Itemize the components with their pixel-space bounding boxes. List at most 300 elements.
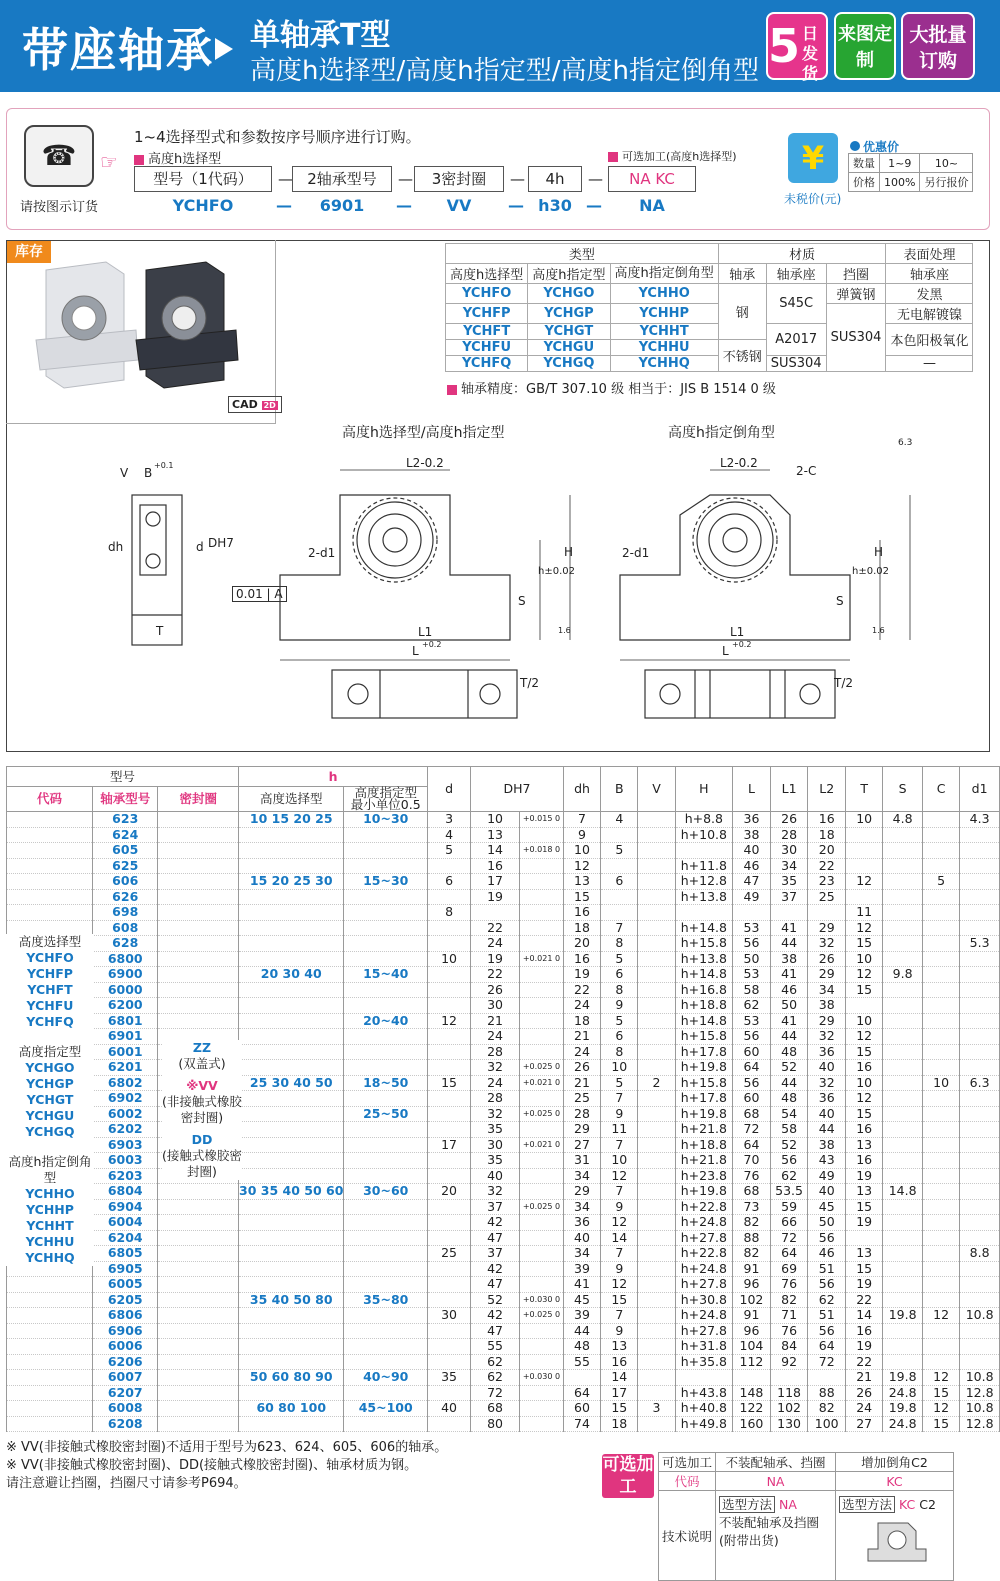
spec-cell-hp: [344, 1230, 428, 1246]
spec-cell-b: 6001: [92, 1044, 158, 1060]
spec-cell-dh: 48: [563, 1339, 600, 1355]
spec-cell-L2: 51: [808, 1308, 846, 1324]
spec-cell-B: 7: [601, 1184, 638, 1200]
spec-cell-V: [638, 936, 675, 952]
spec-cell-C: [922, 858, 959, 874]
spec-cell-tol: [520, 1184, 564, 1200]
spec-cell-L2: 45: [808, 1199, 846, 1215]
spec-cell-B: [601, 889, 638, 905]
spec-cell-tol: [520, 1122, 564, 1138]
spec-cell-hp: [344, 1122, 428, 1138]
spec-cell-d: [428, 1106, 471, 1122]
spec-cell-L1: 44: [770, 936, 808, 952]
spec-cell-S: [883, 1013, 923, 1029]
spec-cell-H: h+19.8: [675, 1060, 733, 1076]
spec-cell-tol: [520, 1091, 564, 1107]
spec-cell-C: [922, 1230, 959, 1246]
spec-cell-L1: 46: [770, 982, 808, 998]
spec-cell-S: 19.8: [883, 1401, 923, 1417]
spec-cell-S: [883, 982, 923, 998]
spec-cell-S: [883, 827, 923, 843]
spec-cell-S: [883, 1261, 923, 1277]
spec-cell-d1: [960, 1137, 1000, 1153]
spec-cell-b: 623: [92, 812, 158, 828]
spec-cell-d1: [960, 1230, 1000, 1246]
spec-cell-D: 30: [471, 998, 520, 1014]
spec-cell-d1: [960, 1199, 1000, 1215]
spec-cell-T: 16: [845, 1122, 882, 1138]
spec-cell-hs: [239, 936, 344, 952]
spec-cell-L2: 46: [808, 1246, 846, 1262]
spec-cell-C: 5: [922, 874, 959, 890]
spec-cell-L2: 32: [808, 1075, 846, 1091]
spec-cell-hs: [239, 843, 344, 859]
spec-cell-L1: 26: [770, 812, 808, 828]
spec-cell-hs: [239, 1153, 344, 1169]
page-title: 带座轴承: [22, 23, 214, 77]
spec-cell-L: [733, 1370, 771, 1386]
spec-cell-H: h+12.8: [675, 874, 733, 890]
table-row: [7, 1339, 1000, 1355]
order-code-bearing: 6901: [319, 196, 365, 215]
spec-cell-S: [883, 1106, 923, 1122]
spec-cell-d: [428, 998, 471, 1014]
spec-cell-S: [883, 1137, 923, 1153]
spec-cell-V: [638, 1292, 675, 1308]
spec-cell-B: 9: [601, 998, 638, 1014]
spec-cell-D: [471, 905, 520, 921]
spec-cell-b: 6801: [92, 1013, 158, 1029]
spec-cell-D: 47: [471, 1230, 520, 1246]
spec-cell-H: h+10.8: [675, 827, 733, 843]
table-row: [7, 1277, 1000, 1293]
stock-badge: 库存: [7, 241, 51, 263]
spec-cell-L: 60: [733, 1044, 771, 1060]
spec-cell-V: [638, 827, 675, 843]
spec-cell-B: 12: [601, 1168, 638, 1184]
spec-cell-L2: 40: [808, 1060, 846, 1076]
discount-table: 数量 1~9 10~ 价格 100% 另行报价: [848, 153, 973, 192]
spec-cell-hp: [344, 1137, 428, 1153]
spec-cell-b: 6005: [92, 1277, 158, 1293]
spec-cell-T: 10: [845, 812, 882, 828]
spec-cell-S: [883, 1168, 923, 1184]
spec-cell-S: [883, 1044, 923, 1060]
spec-cell-hs: 60 80 100: [239, 1401, 344, 1417]
spec-cell-L1: 54: [770, 1106, 808, 1122]
spec-cell-V: [638, 874, 675, 890]
spec-cell-L: 102: [733, 1292, 771, 1308]
surface-roughness-mark: 6.3: [898, 438, 913, 448]
table-row: [7, 874, 1000, 890]
spec-cell-L: 49: [733, 889, 771, 905]
spec-cell-T: 13: [845, 1184, 882, 1200]
spec-cell-V: [638, 812, 675, 828]
spec-cell-tol: [520, 1401, 564, 1417]
spec-cell-hs: [239, 1044, 344, 1060]
spec-cell-d: 10: [428, 951, 471, 967]
spec-cell-d1: [960, 1339, 1000, 1355]
spec-cell-dh: 29: [563, 1122, 600, 1138]
spec-cell-hp: [344, 1416, 428, 1432]
spec-cell-b: 6002: [92, 1106, 158, 1122]
spec-cell-H: h+31.8: [675, 1339, 733, 1355]
spec-cell-dh: 25: [563, 1091, 600, 1107]
spec-cell-L1: [770, 1370, 808, 1386]
spec-cell-L: 68: [733, 1106, 771, 1122]
order-box-seal: 3密封圈: [414, 166, 504, 192]
spec-cell-L: 91: [733, 1308, 771, 1324]
spec-cell-hp: 45~100: [344, 1401, 428, 1417]
spec-cell-dh: 31: [563, 1153, 600, 1169]
spec-cell-tol: [520, 1261, 564, 1277]
spec-cell-hs: [239, 827, 344, 843]
spec-cell-T: 15: [845, 1261, 882, 1277]
spec-cell-B: 18: [601, 1416, 638, 1432]
table-row: [7, 905, 1000, 921]
spec-cell-d1: [960, 1184, 1000, 1200]
spec-cell-dh: 12: [563, 858, 600, 874]
spec-cell-C: 12: [922, 1308, 959, 1324]
spec-cell-T: 16: [845, 1060, 882, 1076]
spec-cell-S: [883, 936, 923, 952]
spec-cell-L2: 40: [808, 1106, 846, 1122]
spec-cell-T: 16: [845, 1323, 882, 1339]
spec-cell-D: 35: [471, 1122, 520, 1138]
spec-cell-d1: [960, 1354, 1000, 1370]
spec-cell-L1: 48: [770, 1044, 808, 1060]
spec-cell-L: 76: [733, 1168, 771, 1184]
spec-cell-H: h+21.8: [675, 1153, 733, 1169]
spec-cell-L1: 30: [770, 843, 808, 859]
spec-cell-V: [638, 1261, 675, 1277]
spec-cell-d: [428, 1044, 471, 1060]
spec-cell-C: [922, 998, 959, 1014]
spec-cell-L1: 69: [770, 1261, 808, 1277]
spec-cell-d: 12: [428, 1013, 471, 1029]
spec-cell-dh: 40: [563, 1230, 600, 1246]
spec-cell-d: 40: [428, 1401, 471, 1417]
table-row: [7, 1401, 1000, 1417]
spec-table: 型号 h d DH7 dh B V H L L1 L2 T S C d1 代码 轴承型号 密封圈 高度选择型 高度指定型 最小单位0.5 623 10 15 20 25 10~30 3 10 +0.015 0 7 4 h+8.8 36 26 16 10 4.8 4.3 624 4 13 9 h+10.8 38 28 18 605 5 14 +0.018 0 10 5 40 30 20 625 16 12 h+11.8 46 34 22 606 15 20 25 30 15~30 6 17 13 6 h+12.8 47 35 23 12 5 626 19 15 h+13.8 49 37 25 698 8 16 11 608 22 18 7 h+14.8 53 41 29 12 628 24 20 8 h+15.8 56 44 32 15 5.3 6800 10 19 +0.021 0 16 5 h+13.8 50 38 26 10 6900 20 30 40 15~40 22 19 6 h+14.8 53 41 29 12 9.8 6000 26 22 8 h+16.8 58 46 34 15 6200 30 24 9 h+18.8 62 50 38 6801 20~40 12 21 18 5 h+14.8 53 41 29 10 6901 24 21 6 h+15.8 56 44 32 12 6001 28 24 8 h+17.8 60 48 36 15 6201 32 +0.025 0 26 10 h+19.8 64 52 40 16 6802 25 30 40 50 18~50 15 24 +0.021 0 21 5 2 h+15.8 56 44 32 10 10 6.3 6902 28 25 7 h+17.8 60 48 36 12 6002 25~50 32 +0.025 0 28 9 h+19.8 68 54 40 15 6202 35 29 11 h+21.8 72 58 44 16 6903 17 30 +0.021 0 27 7 h+18.8 64 52 38 13 6003 35 31 10 h+21.8 70 56 43 16 6203 40 34 12 h+23.8 76 62 49 19 6804 30 35 40 50 60 30~60 20 32 29 7 h+19.8 68 53.5 40 13 14.8 6904 37 +0.025 0 34 9 h+22.8 73 59 45 15 6004 42 36 12 h+24.8 82 66 50 19 6204 47 40 14 h+27.8 88 72 56 6805 25 37 34 7 h+22.8 82 64 46 13 8.8 6905 42 39 9 h+24.8 91 69 51 15 6005 47 41 12 h+27.8 96 76 56 19 6205 35 40 50 80 35~80 52 +0.030 0 45 15 h+30.8 102 82 62 22 6806 30 42 +0.025 0 39 7 h+24.8 91 71 51 14 19.8 12 10.8 6906 47 44 9 h+27.8 96 76 56 16 6006 55 48 13 h+31.8 104 84 64 19 6206 62 55 16 h+35.8 112 92 72 22 6007 50 60 80 90 40~90 35 62 +0.030 0 14 21 19.8 12 10.8 6207 72 64 17 h+43.8 148 118 88 26 24.8 15 12.8 6008 60 80 100 45~100 40 68 60 15 3 h+40.8 122 102 82 24 19.8 12 10.8 6208 80 74 18 h+49.8 160 130 100 27 24.8 15 12.8: [6, 766, 1000, 1432]
types-table: 类型 材质 表面处理 高度h选择型 高度h指定型 高度h指定倒角型 轴承 轴承座 挡圈 轴承座 YCHFO YCHGO YCHHO 钢 S45C 弹簧钢 发黑 YCHFP YCHGP YCHHP SUS304 无电解镀镍 YCHFT YCHGT YCHHT A2017 本色阳极氧化 YCHFU YCHGU YCHHU 不锈钢 YCHFQ YCHGQ YCHHQ SUS304 —: [445, 243, 973, 372]
spec-cell-B: 4: [601, 812, 638, 828]
spec-cell-hs: [239, 1122, 344, 1138]
table-row: [7, 1323, 1000, 1339]
spec-cell-D: 40: [471, 1168, 520, 1184]
spec-cell-d1: [960, 1292, 1000, 1308]
spec-cell-dh: 44: [563, 1323, 600, 1339]
spec-cell-C: [922, 889, 959, 905]
spec-cell-tol: [520, 936, 564, 952]
spec-cell-H: h+27.8: [675, 1230, 733, 1246]
spec-cell-b: 6200: [92, 998, 158, 1014]
table-row: [7, 998, 1000, 1014]
spec-cell-tol: [520, 1416, 564, 1432]
spec-cell-H: h+17.8: [675, 1044, 733, 1060]
spec-cell-L1: 44: [770, 1075, 808, 1091]
spec-cell-V: [638, 1060, 675, 1076]
spec-cell-d: 20: [428, 1184, 471, 1200]
spec-cell-H: h+18.8: [675, 1137, 733, 1153]
spec-cell-L2: 100: [808, 1416, 846, 1432]
spec-cell-T: 12: [845, 874, 882, 890]
table-row: [7, 1370, 1000, 1386]
spec-cell-T: 22: [845, 1354, 882, 1370]
spec-cell-S: 19.8: [883, 1308, 923, 1324]
spec-cell-hp: [344, 1277, 428, 1293]
spec-cell-d: [428, 982, 471, 998]
spec-cell-b: 6207: [92, 1385, 158, 1401]
spec-cell-tol: +0.025 0: [520, 1106, 564, 1122]
table-row: [7, 1029, 1000, 1045]
spec-cell-B: 9: [601, 1199, 638, 1215]
spec-cell-L1: 52: [770, 1137, 808, 1153]
spec-cell-H: h+40.8: [675, 1401, 733, 1417]
table-row: [7, 920, 1000, 936]
spec-cell-dh: 29: [563, 1184, 600, 1200]
spec-cell-V: [638, 998, 675, 1014]
spec-cell-hs: [239, 1323, 344, 1339]
spec-cell-H: h+24.8: [675, 1261, 733, 1277]
spec-cell-S: [883, 858, 923, 874]
spec-cell-dh: [563, 1370, 600, 1386]
spec-cell-B: 8: [601, 1044, 638, 1060]
optional-table: 可选加工 不装配轴承、挡圈 增加倒角C2 代码 NA KC 技术说明 选型方法 NA 不装配轴承及挡圈(附带出货) 选型方法 KC C2: [658, 1452, 954, 1581]
spec-cell-V: 3: [638, 1401, 675, 1417]
seal-list: ZZ (双盖式) ※VV (非接触式橡胶密封圈) DD (接触式橡胶密封圈): [162, 1040, 242, 1179]
spec-cell-hs: [239, 889, 344, 905]
spec-cell-dh: 13: [563, 874, 600, 890]
spec-cell-C: [922, 982, 959, 998]
spec-cell-hs: [239, 998, 344, 1014]
badge-custom: 来图定制: [834, 12, 896, 80]
spec-cell-d: [428, 889, 471, 905]
spec-cell-D: 32: [471, 1106, 520, 1122]
table-row: [7, 812, 1000, 828]
spec-cell-L: 38: [733, 827, 771, 843]
spec-cell-D: 32: [471, 1184, 520, 1200]
spec-cell-T: 15: [845, 1199, 882, 1215]
spec-cell-hs: [239, 1416, 344, 1432]
spec-cell-H: h+22.8: [675, 1199, 733, 1215]
spec-cell-hs: [239, 1215, 344, 1231]
spec-cell-dh: 9: [563, 827, 600, 843]
spec-cell-tol: [520, 982, 564, 998]
spec-cell-hs: [239, 905, 344, 921]
spec-cell-T: 13: [845, 1137, 882, 1153]
spec-cell-V: [638, 1168, 675, 1184]
spec-cell-V: [638, 982, 675, 998]
spec-cell-d1: 12.8: [960, 1416, 1000, 1432]
spec-cell-D: 42: [471, 1261, 520, 1277]
spec-cell-b: 6208: [92, 1416, 158, 1432]
table-row: [7, 1385, 1000, 1401]
table-row: [7, 1230, 1000, 1246]
table-row: [7, 1199, 1000, 1215]
drawing-title-left: 高度h选择型/高度h指定型: [342, 425, 505, 441]
spec-cell-dh: 7: [563, 812, 600, 828]
spec-cell-C: [922, 1153, 959, 1169]
spec-cell-S: [883, 889, 923, 905]
spec-cell-T: 19: [845, 1339, 882, 1355]
spec-cell-b: 6206: [92, 1354, 158, 1370]
spec-cell-L2: 62: [808, 1292, 846, 1308]
spec-cell-C: [922, 1199, 959, 1215]
spec-cell-T: 19: [845, 1168, 882, 1184]
spec-cell-D: 35: [471, 1153, 520, 1169]
spec-cell-hs: 35 40 50 80: [239, 1292, 344, 1308]
spec-cell-D: 14: [471, 843, 520, 859]
spec-cell-V: [638, 1323, 675, 1339]
page-subtitle: 单轴承T型: [250, 18, 391, 53]
spec-cell-H: h+8.8: [675, 812, 733, 828]
spec-cell-H: [675, 1370, 733, 1386]
spec-cell-V: [638, 1385, 675, 1401]
spec-cell-b: 6901: [92, 1029, 158, 1045]
spec-cell-S: [883, 1230, 923, 1246]
spec-cell-H: h+14.8: [675, 920, 733, 936]
spec-cell-hp: [344, 1246, 428, 1262]
table-row: [7, 1215, 1000, 1231]
table-row: [7, 1091, 1000, 1107]
spec-cell-b: 698: [92, 905, 158, 921]
spec-cell-D: 47: [471, 1323, 520, 1339]
spec-cell-b: 6000: [92, 982, 158, 998]
spec-cell-H: [675, 843, 733, 859]
spec-cell-L: 96: [733, 1277, 771, 1293]
spec-cell-S: [883, 1075, 923, 1091]
spec-cell-V: [638, 1339, 675, 1355]
spec-cell-hs: [239, 1013, 344, 1029]
badge-5-day: 5 日发货: [766, 12, 828, 80]
spec-cell-dh: 19: [563, 967, 600, 983]
spec-cell-dh: 45: [563, 1292, 600, 1308]
spec-cell-V: [638, 1044, 675, 1060]
spec-cell-tol: [520, 1354, 564, 1370]
spec-cell-D: 16: [471, 858, 520, 874]
spec-cell-C: [922, 843, 959, 859]
spec-cell-hp: 30~60: [344, 1184, 428, 1200]
spec-cell-d1: 12.8: [960, 1385, 1000, 1401]
spec-cell-D: 17: [471, 874, 520, 890]
spec-cell-T: 12: [845, 1091, 882, 1107]
spec-cell-hs: [239, 1199, 344, 1215]
spec-cell-B: 17: [601, 1385, 638, 1401]
spec-cell-hs: [239, 1339, 344, 1355]
spec-cell-V: [638, 1184, 675, 1200]
spec-cell-b: 6903: [92, 1137, 158, 1153]
spec-cell-hp: 18~50: [344, 1075, 428, 1091]
spec-cell-dh: 28: [563, 1106, 600, 1122]
spec-cell-C: [922, 905, 959, 921]
spec-cell-D: 52: [471, 1292, 520, 1308]
spec-cell-C: [922, 1277, 959, 1293]
spec-cell-tol: [520, 1277, 564, 1293]
spec-cell-dh: 18: [563, 920, 600, 936]
spec-cell-L1: 102: [770, 1401, 808, 1417]
spec-cell-B: 7: [601, 1137, 638, 1153]
spec-cell-hp: [344, 1199, 428, 1215]
spec-cell-d1: [960, 1153, 1000, 1169]
spec-cell-T: 27: [845, 1416, 882, 1432]
spec-cell-hs: [239, 1137, 344, 1153]
spec-cell-d: 3: [428, 812, 471, 828]
spec-cell-B: 16: [601, 1354, 638, 1370]
spec-cell-S: [883, 1122, 923, 1138]
spec-cell-S: [883, 1339, 923, 1355]
spec-cell-hs: [239, 858, 344, 874]
spec-cell-d1: [960, 1013, 1000, 1029]
spec-cell-L1: 41: [770, 1013, 808, 1029]
spec-cell-d1: [960, 843, 1000, 859]
spec-cell-B: 9: [601, 1261, 638, 1277]
spec-cell-D: 13: [471, 827, 520, 843]
spec-cell-L: 56: [733, 1029, 771, 1045]
note-material: ※ VV(非接触式橡胶密封圈)、DD(接触式橡胶密封圈)、轴承材质为钢。: [6, 1458, 418, 1473]
spec-cell-d1: 10.8: [960, 1401, 1000, 1417]
spec-cell-C: [922, 1106, 959, 1122]
spec-cell-tol: [520, 1230, 564, 1246]
spec-cell-hp: [344, 843, 428, 859]
spec-cell-d: [428, 936, 471, 952]
table-row: [7, 1261, 1000, 1277]
spec-cell-hp: 15~40: [344, 967, 428, 983]
spec-cell-L1: 66: [770, 1215, 808, 1231]
spec-cell-D: 32: [471, 1060, 520, 1076]
price-label: 未税价(元): [784, 192, 842, 206]
spec-cell-hs: [239, 1168, 344, 1184]
spec-cell-L2: 29: [808, 920, 846, 936]
spec-cell-D: 30: [471, 1137, 520, 1153]
spec-cell-V: [638, 1277, 675, 1293]
chamfer-illustration-icon: [860, 1515, 930, 1565]
spec-cell-tol: [520, 827, 564, 843]
spec-cell-tol: [520, 889, 564, 905]
spec-cell-L: 50: [733, 951, 771, 967]
order-code-optional: NA: [639, 196, 665, 215]
spec-cell-S: [883, 874, 923, 890]
spec-cell-C: [922, 936, 959, 952]
optional-badge: 可选加工: [602, 1455, 654, 1497]
spec-cell-d1: [960, 1323, 1000, 1339]
spec-cell-B: 8: [601, 982, 638, 998]
table-row: [7, 982, 1000, 998]
spec-cell-D: 80: [471, 1416, 520, 1432]
spec-cell-dh: 24: [563, 1044, 600, 1060]
spec-cell-T: 19: [845, 1277, 882, 1293]
spec-cell-dh: 21: [563, 1029, 600, 1045]
spec-cell-hs: 20 30 40: [239, 967, 344, 983]
spec-cell-hp: [344, 1060, 428, 1076]
spec-cell-tol: [520, 920, 564, 936]
spec-cell-V: [638, 1370, 675, 1386]
spec-cell-H: h+22.8: [675, 1246, 733, 1262]
spec-cell-b: 6003: [92, 1153, 158, 1169]
spec-cell-hs: [239, 982, 344, 998]
spec-cell-T: 14: [845, 1308, 882, 1324]
spec-cell-B: [601, 827, 638, 843]
spec-cell-hp: [344, 1153, 428, 1169]
cad-badge[interactable]: CAD 2D: [228, 396, 282, 413]
spec-cell-S: 4.8: [883, 812, 923, 828]
spec-cell-T: 12: [845, 920, 882, 936]
spec-cell-d: [428, 1261, 471, 1277]
spec-cell-b: 624: [92, 827, 158, 843]
spec-cell-D: 42: [471, 1308, 520, 1324]
spec-cell-H: h+17.8: [675, 1091, 733, 1107]
spec-cell-B: 5: [601, 843, 638, 859]
